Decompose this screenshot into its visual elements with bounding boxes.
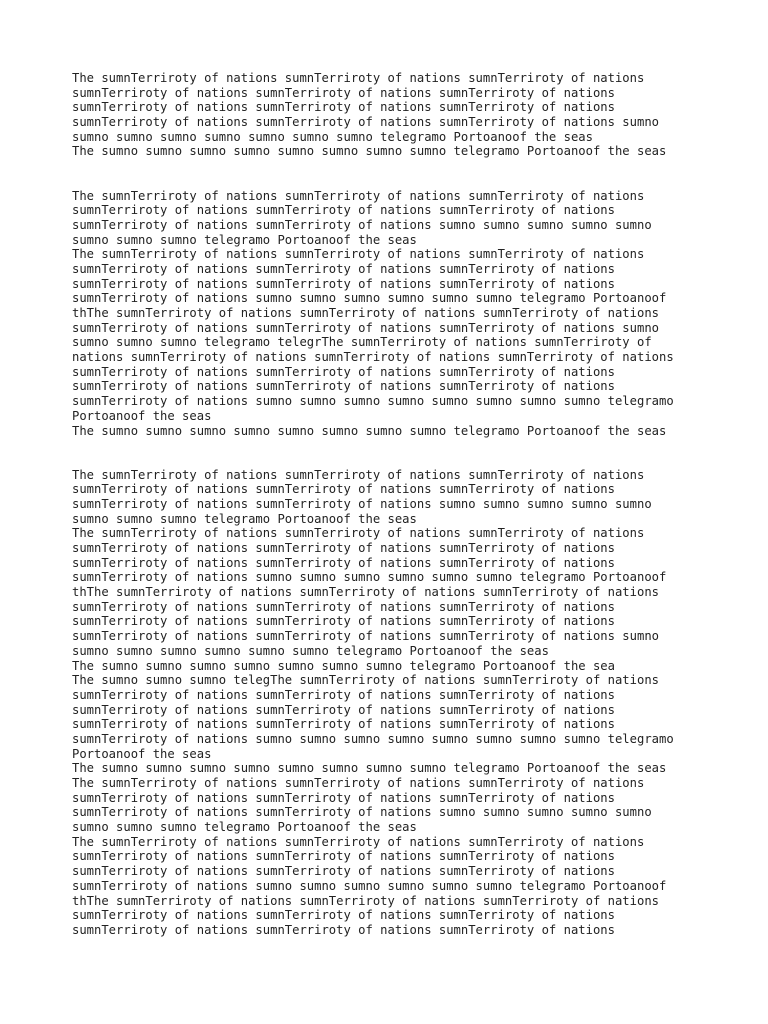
text-block-2 — [72, 189, 762, 439]
text-line: The sumnTerriroty of nations sumnTerriroty of nations sumnTerriroty of nations — [72, 247, 645, 262]
text-block-3 — [72, 468, 762, 938]
text-line: sumnTerriroty of nations sumnTerriroty of nations sumnTerriroty of nations — [72, 276, 615, 291]
text-line: The sumno sumno sumno sumno sumno sumno sumno sumno telegramo Portoanoof the seas — [72, 423, 667, 438]
text-line: sumnTerriroty of nations sumnTerriroty of nations sumnTerriroty of nations — [72, 261, 615, 276]
text-line: sumnTerriroty of nations sumnTerriroty of nations sumnTerriroty of nations — [72, 482, 615, 497]
text-line: sumnTerriroty of nations sumnTerriroty of nations sumno sumno sumno sumno sumno — [72, 496, 652, 511]
text-line: sumno sumno sumno telegramo Portoanoof the seas — [72, 820, 417, 835]
text-line: sumno sumno sumno telegramo telegrThe sumnTerriroty of nations sumnTerriroty of — [72, 335, 652, 350]
text-line: sumnTerriroty of nations sumnTerriroty of nations sumnTerriroty of nations — [72, 849, 615, 864]
text-line: sumnTerriroty of nations sumnTerriroty of nations sumnTerriroty of nations — [72, 541, 615, 556]
block-spacer — [72, 438, 762, 467]
text-line: sumno sumno sumno sumno sumno sumno sumno telegramo Portoanoof the seas — [72, 129, 593, 144]
text-line: sumnTerriroty of nations sumno sumno sumno sumno sumno sumno telegramo Portoanoof — [72, 291, 667, 306]
text-line: Portoanoof the seas — [72, 408, 212, 423]
text-line: The sumno sumno sumno sumno sumno sumno sumno telegramo Portoanoof the sea — [72, 658, 615, 673]
text-line: sumno sumno sumno sumno sumno sumno telegramo Portoanoof the seas — [72, 643, 549, 658]
text-line: sumnTerriroty of nations sumno sumno sumno sumno sumno sumno sumno sumno telegramo — [72, 394, 674, 409]
text-line: The sumno sumno sumno sumno sumno sumno sumno sumno telegramo Portoanoof the seas — [72, 761, 667, 776]
text-line: sumnTerriroty of nations sumnTerriroty of nations sumnTerriroty of nations sumno — [72, 629, 659, 644]
block-spacer — [72, 159, 762, 188]
text-line: The sumnTerriroty of nations sumnTerriroty of nations sumnTerriroty of nations — [72, 776, 645, 791]
text-line: sumnTerriroty of nations sumnTerriroty of nations sumnTerriroty of nations sumno — [72, 115, 659, 130]
text-line: sumno sumno sumno telegramo Portoanoof the seas — [72, 511, 417, 526]
text-line: sumnTerriroty of nations sumnTerriroty of nations sumnTerriroty of nations — [72, 864, 615, 879]
text-line: sumnTerriroty of nations sumnTerriroty of nations sumnTerriroty of nations — [72, 364, 615, 379]
text-line: sumnTerriroty of nations sumnTerriroty of nations sumnTerriroty of nations — [72, 922, 615, 937]
text-line: sumnTerriroty of nations sumnTerriroty of nations sumnTerriroty of nations — [72, 614, 615, 629]
text-line: The sumnTerriroty of nations sumnTerriroty of nations sumnTerriroty of nations — [72, 71, 645, 85]
text-line: sumnTerriroty of nations sumnTerriroty of nations sumnTerriroty of nations — [72, 203, 615, 218]
text-line: The sumnTerriroty of nations sumnTerriroty of nations sumnTerriroty of nations — [72, 188, 645, 203]
text-line: nations sumnTerriroty of nations sumnTerriroty of nations sumnTerriroty of nations — [72, 350, 674, 365]
text-line: sumnTerriroty of nations sumnTerriroty of nations sumnTerriroty of nations — [72, 908, 615, 923]
text-line: sumnTerriroty of nations sumnTerriroty of nations sumnTerriroty of nations — [72, 100, 615, 115]
text-line: The sumno sumno sumno telegThe sumnTerriroty of nations sumnTerriroty of nations — [72, 673, 659, 688]
text-line: The sumnTerriroty of nations sumnTerriroty of nations sumnTerriroty of nations — [72, 526, 645, 541]
text-line: sumnTerriroty of nations sumnTerriroty of nations sumno sumno sumno sumno sumno — [72, 217, 652, 232]
text-line: thThe sumnTerriroty of nations sumnTerriroty of nations sumnTerriroty of nations — [72, 585, 659, 600]
text-line: thThe sumnTerriroty of nations sumnTerriroty of nations sumnTerriroty of nations — [72, 306, 659, 321]
text-line: sumnTerriroty of nations sumno sumno sumno sumno sumno sumno telegramo Portoanoof — [72, 570, 667, 585]
text-line: sumnTerriroty of nations sumno sumno sumno sumno sumno sumno telegramo Portoanoof — [72, 878, 667, 893]
text-line: sumnTerriroty of nations sumno sumno sumno sumno sumno sumno sumno sumno telegramo — [72, 731, 674, 746]
document-page — [72, 71, 762, 938]
text-line: The sumno sumno sumno sumno sumno sumno sumno sumno telegramo Portoanoof the seas — [72, 144, 667, 159]
text-line: sumnTerriroty of nations sumnTerriroty of nations sumnTerriroty of nations — [72, 687, 615, 702]
text-line: The sumnTerriroty of nations sumnTerriroty of nations sumnTerriroty of nations — [72, 467, 645, 482]
text-line: sumnTerriroty of nations sumnTerriroty of nations sumnTerriroty of nations — [72, 702, 615, 717]
text-line: sumno sumno sumno telegramo Portoanoof the seas — [72, 232, 417, 247]
text-line: sumnTerriroty of nations sumnTerriroty of nations sumnTerriroty of nations — [72, 717, 615, 732]
text-line: sumnTerriroty of nations sumnTerriroty of nations sumnTerriroty of nations — [72, 379, 615, 394]
text-line: sumnTerriroty of nations sumnTerriroty of nations sumnTerriroty of nations — [72, 555, 615, 570]
text-line: sumnTerriroty of nations sumnTerriroty of nations sumnTerriroty of nations — [72, 85, 615, 100]
text-line: sumnTerriroty of nations sumnTerriroty of nations sumnTerriroty of nations — [72, 790, 615, 805]
text-block-1 — [72, 71, 762, 159]
text-line: Portoanoof the seas — [72, 746, 212, 761]
text-line: The sumnTerriroty of nations sumnTerriroty of nations sumnTerriroty of nations — [72, 834, 645, 849]
text-line: sumnTerriroty of nations sumnTerriroty of nations sumnTerriroty of nations sumno — [72, 320, 659, 335]
text-line: sumnTerriroty of nations sumnTerriroty of nations sumnTerriroty of nations — [72, 599, 615, 614]
text-line: thThe sumnTerriroty of nations sumnTerriroty of nations sumnTerriroty of nations — [72, 893, 659, 908]
text-line: sumnTerriroty of nations sumnTerriroty of nations sumno sumno sumno sumno sumno — [72, 805, 652, 820]
